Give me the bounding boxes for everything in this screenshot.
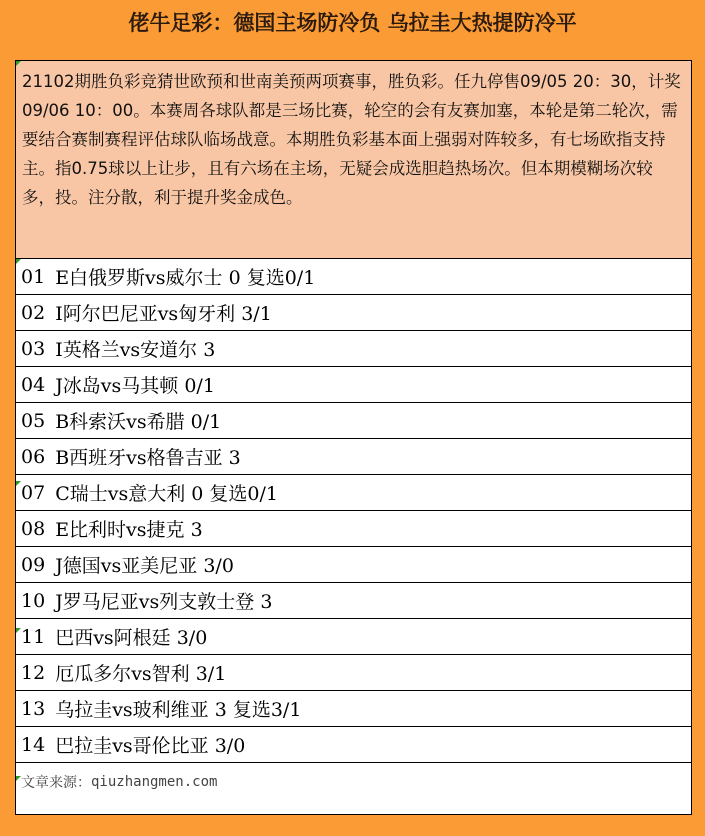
match-text: J罗马尼亚vs列支敦士登 3 [55,591,273,613]
match-text: 乌拉圭vs玻利维亚 3 复选3/1 [55,699,302,721]
match-text: 巴拉圭vs哥伦比亚 3/0 [55,735,246,757]
match-text: E白俄罗斯vs威尔士 0 复选0/1 [55,267,316,289]
corner-marker [16,259,21,264]
match-row-07 [16,475,691,511]
match-row-14 [16,727,691,763]
match-row-01 [16,259,691,295]
match-number: 01 [21,265,46,288]
source-link[interactable]: qiuzhangmen.com [91,774,218,790]
match-number: 09 [21,553,46,576]
match-number: 03 [21,337,46,360]
match-text: 厄瓜多尔vs智利 3/1 [55,663,227,685]
match-number: 07 [21,481,46,504]
match-number: 08 [21,517,46,540]
corner-marker [16,481,21,486]
match-text: J德国vs亚美尼亚 3/0 [55,555,234,577]
corner-marker [16,628,21,633]
match-number: 12 [21,661,46,684]
match-row-06 [16,439,691,475]
match-number: 14 [21,733,46,756]
match-number: 11 [21,625,46,648]
source-label: 文章来源： [21,775,91,791]
corner-marker [16,776,21,781]
match-row-10 [16,583,691,619]
match-number: 10 [21,589,46,612]
match-row-09 [16,547,691,583]
source-line [16,763,691,801]
match-number: 06 [21,445,46,468]
match-text: 巴西vs阿根廷 3/0 [55,627,208,649]
match-text: C瑞士vs意大利 0 复选0/1 [55,483,278,505]
match-list [16,259,691,801]
match-row-04 [16,367,691,403]
match-row-08 [16,511,691,547]
match-number: 04 [21,373,46,396]
match-row-03 [16,331,691,367]
intro-paragraph: 21102期胜负彩竞猜世欧预和世南美预两项赛事，胜负彩。任九停售09/05 20：30，计奖09/06 10：00。本赛周各球队都是三场比赛，轮空的会有友赛加塞，本轮是第二轮次，需要结合赛制赛程评估球队临场战意。本期胜负彩基本面上强弱对阵较多，有七场欧指支持主。指0.75球以上让步，且有六场在主场，无疑会成选胆趋热场次。但本期模糊场次较多，投。注分散，利于提升奖金成色。 [16,61,691,259]
match-row-13 [16,691,691,727]
corner-marker [16,61,21,66]
match-text: I英格兰vs安道尔 3 [55,339,216,361]
match-row-02 [16,295,691,331]
match-number: 05 [21,409,46,432]
match-number: 13 [21,697,46,720]
match-row-11 [16,619,691,655]
match-text: B西班牙vs格鲁吉亚 3 [55,447,241,469]
article-title: 佬牛足彩：德国主场防冷负 乌拉圭大热提防冷平 [128,11,577,35]
match-text: B科索沃vs希腊 0/1 [55,411,222,433]
match-row-05 [16,403,691,439]
match-text: J冰岛vs马其顿 0/1 [55,375,215,397]
match-text: E比利时vs捷克 3 [55,519,203,541]
match-text: I阿尔巴尼亚vs匈牙利 3/1 [55,303,272,325]
match-row-12 [16,655,691,691]
match-number: 02 [21,301,46,324]
content-card [15,60,692,815]
